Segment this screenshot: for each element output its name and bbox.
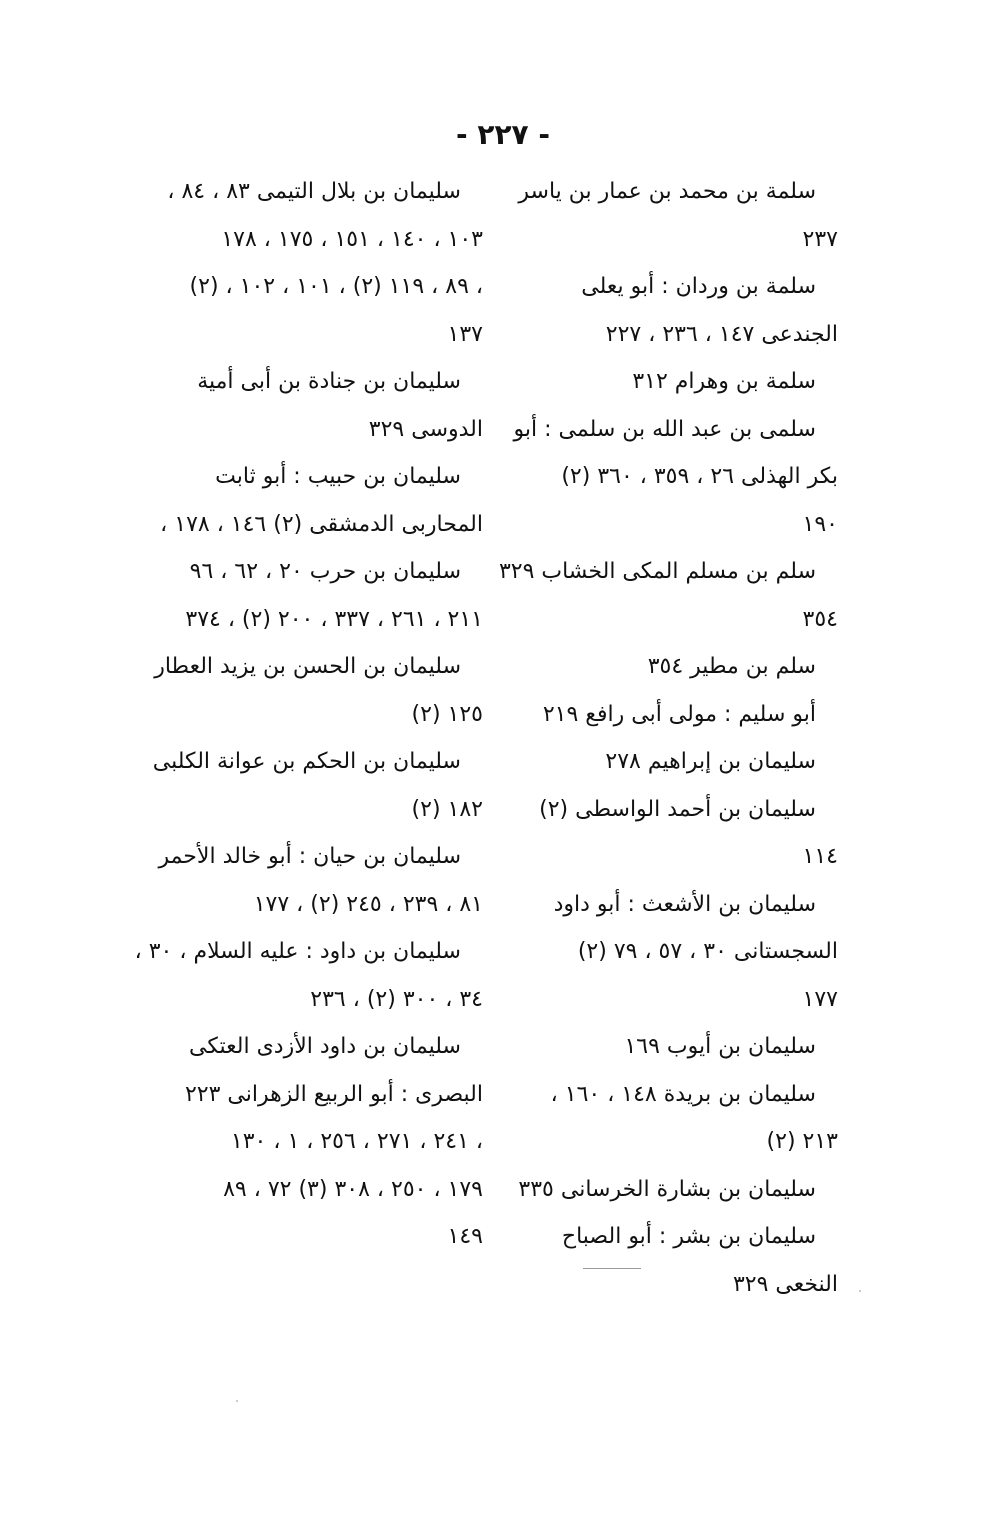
index-line: سليمان بن حبيب : أبو ثابت — [215, 464, 461, 489]
index-line: ٨١ ، ٢٣٩ ، ٢٤٥ (٢) ، ١٧٧ — [253, 891, 483, 917]
index-line: ١٣٧ — [447, 321, 483, 347]
scan-speck — [236, 1400, 238, 1402]
index-line: النخعى ٣٢٩ — [732, 1271, 838, 1297]
index-line: سليمان بن جنادة بن أبى أمية — [197, 369, 461, 394]
index-line: سليمان بن الحسن بن يزيد العطار — [154, 654, 461, 679]
index-line: سليمان بن بشارة الخرسانى ٣٣٥ — [518, 1176, 816, 1202]
index-line: سلمة بن محمد بن عمار بن ياسر — [518, 179, 816, 204]
index-line: سليمان بن أيوب ١٦٩ — [624, 1034, 816, 1059]
index-line: ١٧٧ — [802, 986, 838, 1012]
index-line: سليمان بن بريدة ١٤٨ ، ١٦٠ ، — [550, 1081, 816, 1107]
index-line: سليمان بن الأشعث : أبو داود — [553, 891, 816, 917]
index-line: ١٨٢ (٢) — [411, 796, 483, 822]
index-line: سليمان بن داود الأزدى العتكى — [189, 1034, 461, 1059]
index-line: الدوسى ٣٢٩ — [368, 416, 483, 442]
index-line: سلمى بن عبد الله بن سلمى : أبو — [513, 416, 816, 442]
index-line: سلمة بن وردان : أبو يعلى — [581, 274, 816, 299]
index-line: سلم بن مسلم المكى الخشاب ٣٢٩ — [498, 559, 816, 584]
scan-speck — [859, 1290, 861, 1292]
index-line: سلم بن مطير ٣٥٤ — [647, 654, 816, 679]
index-column-left — [134, 168, 483, 1261]
index-line: سليمان بن بلال التيمى ٨٣ ، ٨٤ ، — [167, 179, 461, 204]
index-line: بكر الهذلى ٢٦ ، ٣٥٩ ، ٣٦٠ (٢) — [561, 464, 838, 489]
index-column-right — [498, 168, 838, 1308]
index-line: ٣٥٤ — [802, 606, 838, 632]
index-line: ١١٤ — [802, 844, 838, 869]
index-line: سليمان بن بشر : أبو الصباح — [561, 1224, 816, 1249]
index-line: سليمان بن أحمد الواسطى (٢) — [539, 796, 816, 822]
index-line: سليمان بن إبراهيم ٢٧٨ — [605, 749, 816, 774]
index-line: ٢٤١ ، ٢٧١ ، ٢٥٦ ، ١ ، ١٣٠ ، — [230, 1129, 483, 1154]
index-line: ١٩٠ — [802, 511, 838, 537]
index-line: سليمان بن حرب ٢٠ ، ٦٢ ، ٩٦ — [189, 559, 461, 584]
index-line: أبو سليم : مولى أبى رافع ٢١٩ — [542, 701, 816, 727]
index-line: ١٢٥ (٢) — [411, 701, 483, 727]
index-line: ٢١١ ، ٢٦١ ، ٣٣٧ ، ٢٠٠ (٢) ، ٣٧٤ — [185, 606, 483, 632]
index-line: ١٠٣ ، ١٤٠ ، ١٥١ ، ١٧٥ ، ١٧٨ — [221, 226, 483, 252]
index-line: الجندعى ١٤٧ ، ٢٣٦ ، ٢٢٧ — [605, 321, 838, 347]
page-number: - ٢٢٧ - — [455, 118, 551, 151]
index-line: ١٧٩ ، ٢٥٠ ، ٣٠٨ (٣) ٧٢ ، ٨٩ — [223, 1176, 483, 1202]
index-line: سليمان بن حيان : أبو خالد الأحمر — [158, 844, 461, 869]
index-line: سلمة بن وهرام ٣١٢ — [632, 369, 816, 394]
index-line: سليمان بن الحكم بن عوانة الكلبى — [152, 749, 461, 774]
index-line: السجستانى ٣٠ ، ٥٧ ، ٧٩ (٢) — [577, 939, 838, 964]
index-line: ٢٣٧ — [802, 226, 838, 252]
index-line: ١٤٩ — [447, 1224, 483, 1249]
index-line: ٢١٣ (٢) — [766, 1129, 838, 1154]
index-line: البصرى : أبو الربيع الزهرانى ٢٢٣ — [184, 1081, 483, 1107]
index-line: المحاربى الدمشقى (٢) ١٤٦ ، ١٧٨ ، — [160, 511, 483, 537]
index-line: ٣٤ ، ٣٠٠ (٢) ، ٢٣٦ — [310, 986, 483, 1012]
index-line: سليمان بن داود : عليه السلام ، ٣٠ ، — [134, 939, 461, 964]
end-divider — [583, 1268, 641, 1269]
index-line: (٢) ، ٨٩ ، ١١٩ (٢) ، ١٠١ ، ١٠٢ ، — [189, 274, 483, 299]
